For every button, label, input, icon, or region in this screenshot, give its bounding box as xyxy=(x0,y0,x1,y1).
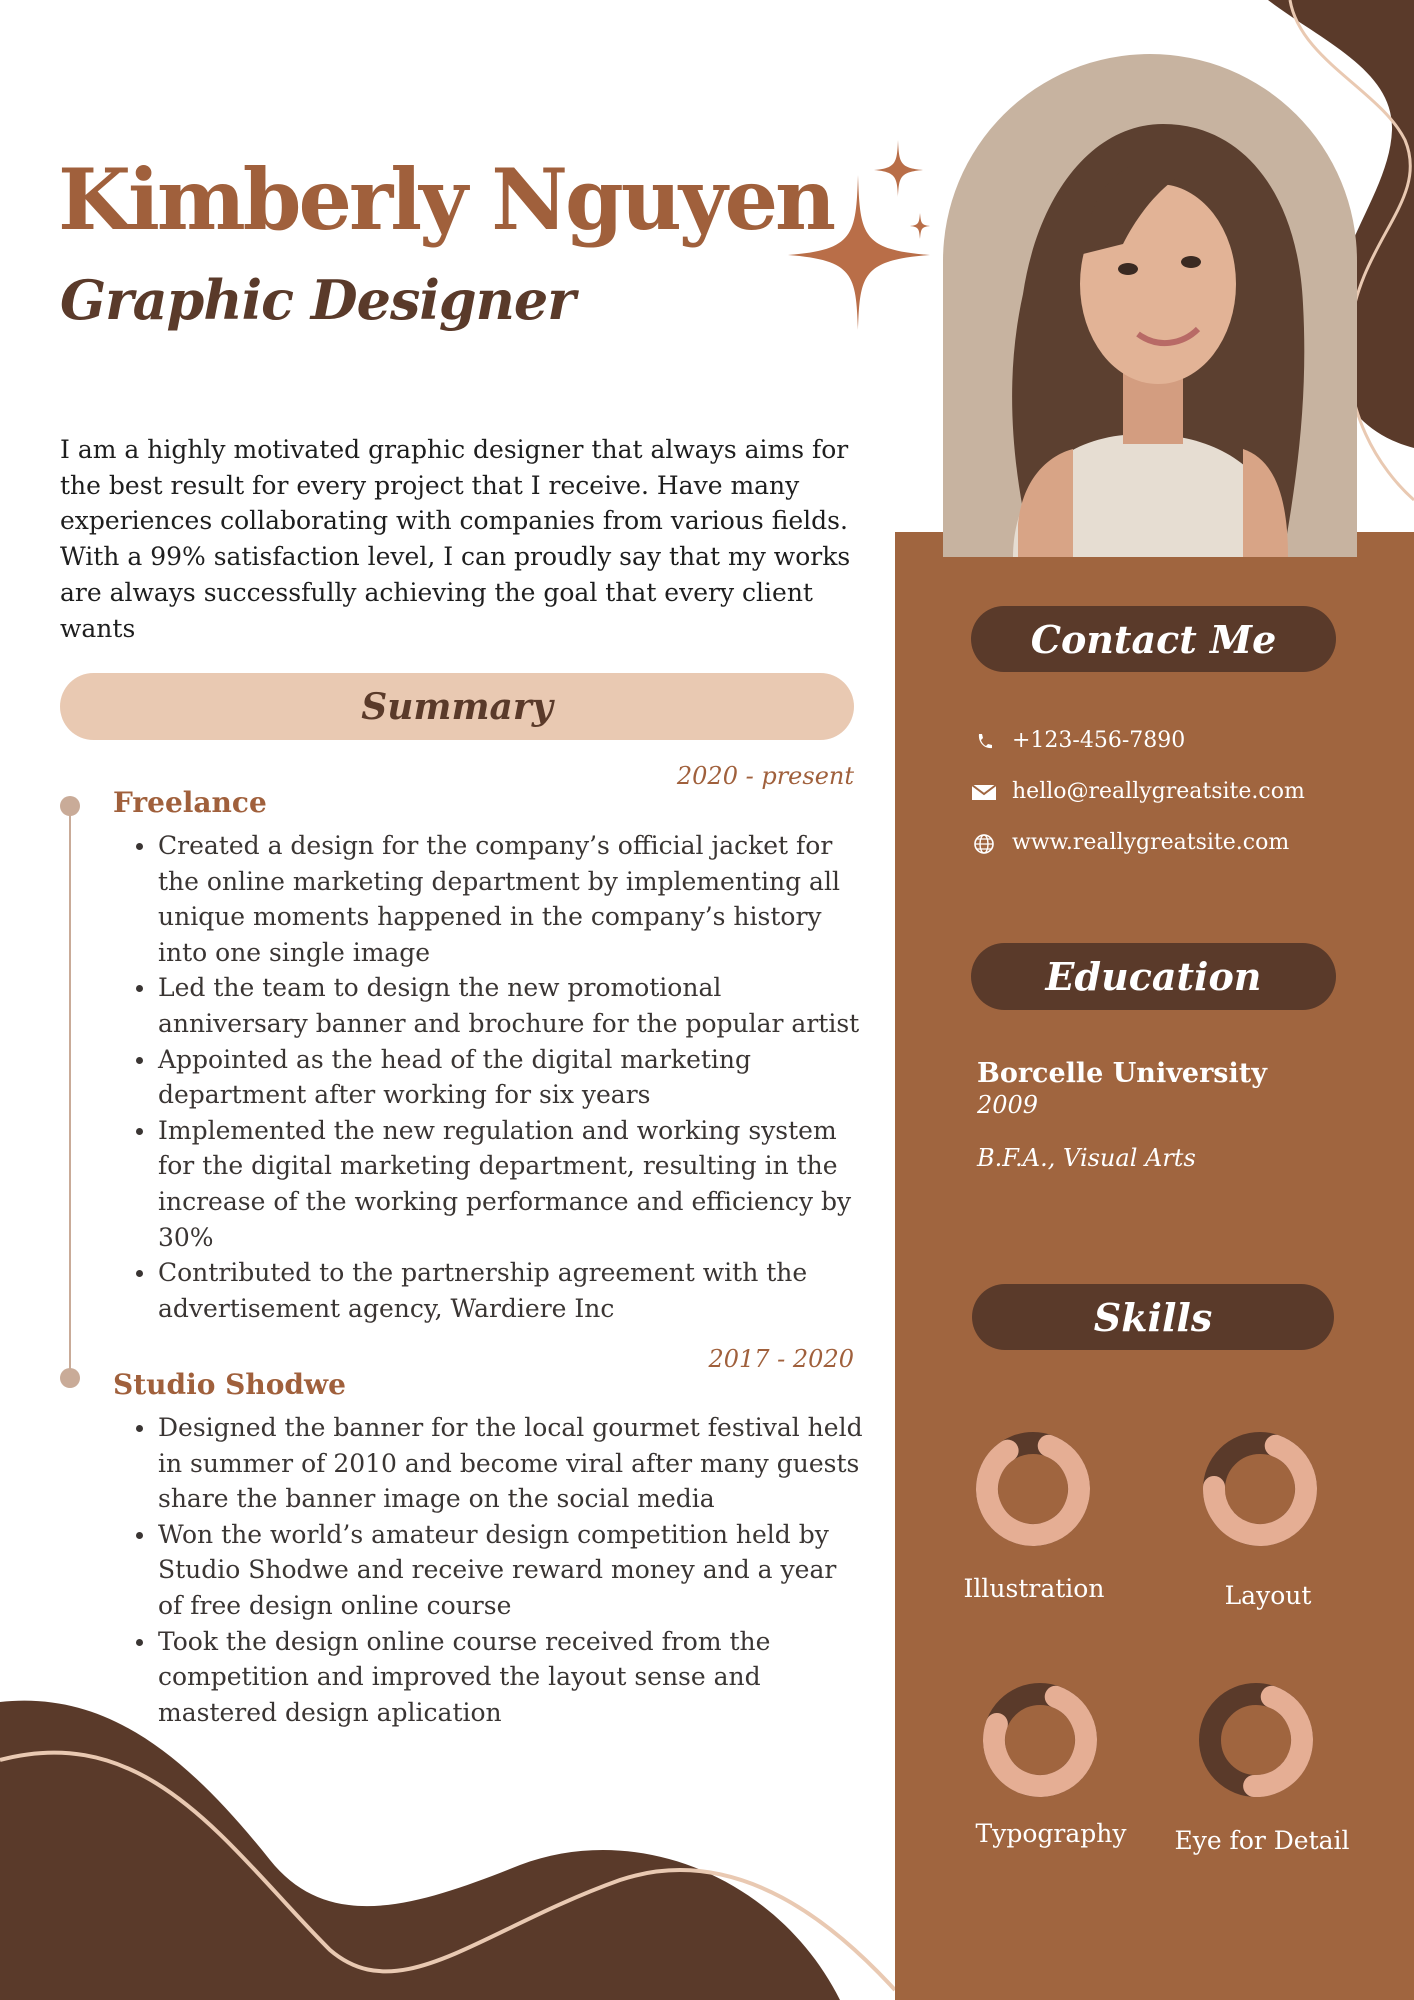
graduation-year: 2009 xyxy=(977,1091,1039,1119)
summary-heading: Summary xyxy=(60,673,854,740)
skills-heading: Skills xyxy=(972,1284,1334,1350)
list-item: Designed the banner for the local gourmet festival held in summer of 2010 and become viral after many guests share the banner image on the social media xyxy=(134,1410,864,1517)
skill-label: Illustration xyxy=(963,1574,1105,1603)
skill-label: Typography xyxy=(975,1819,1127,1848)
website-url[interactable]: www.reallygreatsite.com xyxy=(1012,830,1290,855)
timeline-dot xyxy=(60,1368,80,1388)
list-item: Appointed as the head of the digital marketing department after working for six years xyxy=(134,1042,864,1113)
degree: B.F.A., Visual Arts xyxy=(977,1144,1196,1172)
list-item: Created a design for the company’s official jacket for the online marketing department by implementing all unique moments happened in the company’s history into one single image xyxy=(134,828,864,970)
school-name: Borcelle University xyxy=(977,1058,1267,1089)
job-company: Studio Shodwe xyxy=(113,1368,346,1401)
list-item: Won the world’s amateur design competition held by Studio Shodwe and receive reward money and a year of free design online course xyxy=(134,1517,864,1624)
candidate-name: Kimberly Nguyen xyxy=(58,150,834,249)
contact-heading: Contact Me xyxy=(971,606,1336,672)
contact-website xyxy=(970,830,1289,855)
list-item: Implemented the new regulation and working system for the digital marketing department, resulting in the increase of the working performance and efficiency by 30% xyxy=(134,1113,864,1255)
phone-number: +123-456-7890 xyxy=(1012,728,1186,753)
job-bullets xyxy=(134,828,864,1326)
list-item: Led the team to design the new promotional anniversary banner and brochure for the popular artist xyxy=(134,970,864,1041)
skill-label: Layout xyxy=(1224,1581,1312,1610)
email-icon xyxy=(970,780,998,804)
education-heading: Education xyxy=(971,943,1336,1010)
job-title: Graphic Designer xyxy=(60,268,575,332)
skill-label: Eye for Detail xyxy=(1174,1826,1350,1855)
list-item: Contributed to the partnership agreement with the advertisement agency, Wardiere Inc xyxy=(134,1255,864,1326)
globe-icon xyxy=(970,831,998,855)
contact-phone xyxy=(970,728,1185,753)
timeline-dot xyxy=(60,796,80,816)
timeline-line xyxy=(69,806,71,1378)
bottom-wave-decoration xyxy=(0,1680,895,2000)
about-paragraph: I am a highly motivated graphic designer that always aims for the best result for every project that I receive. Have many experiences collaborating with companies from various fields. With a 99% satisfaction level, I can proudly say that my works are always successfully achieving the goal that every client wants xyxy=(60,435,851,643)
phone-icon xyxy=(970,729,998,753)
job-company: Freelance xyxy=(113,786,267,819)
job-period: 2017 - 2020 xyxy=(708,1345,854,1373)
list-item: Took the design online course received from the competition and improved the layout sense and mastered design aplication xyxy=(134,1624,864,1731)
contact-email xyxy=(970,779,1305,804)
profile-photo xyxy=(943,54,1357,557)
job-period: 2020 - present xyxy=(676,762,854,790)
email-address[interactable]: hello@reallygreatsite.com xyxy=(1012,779,1305,804)
